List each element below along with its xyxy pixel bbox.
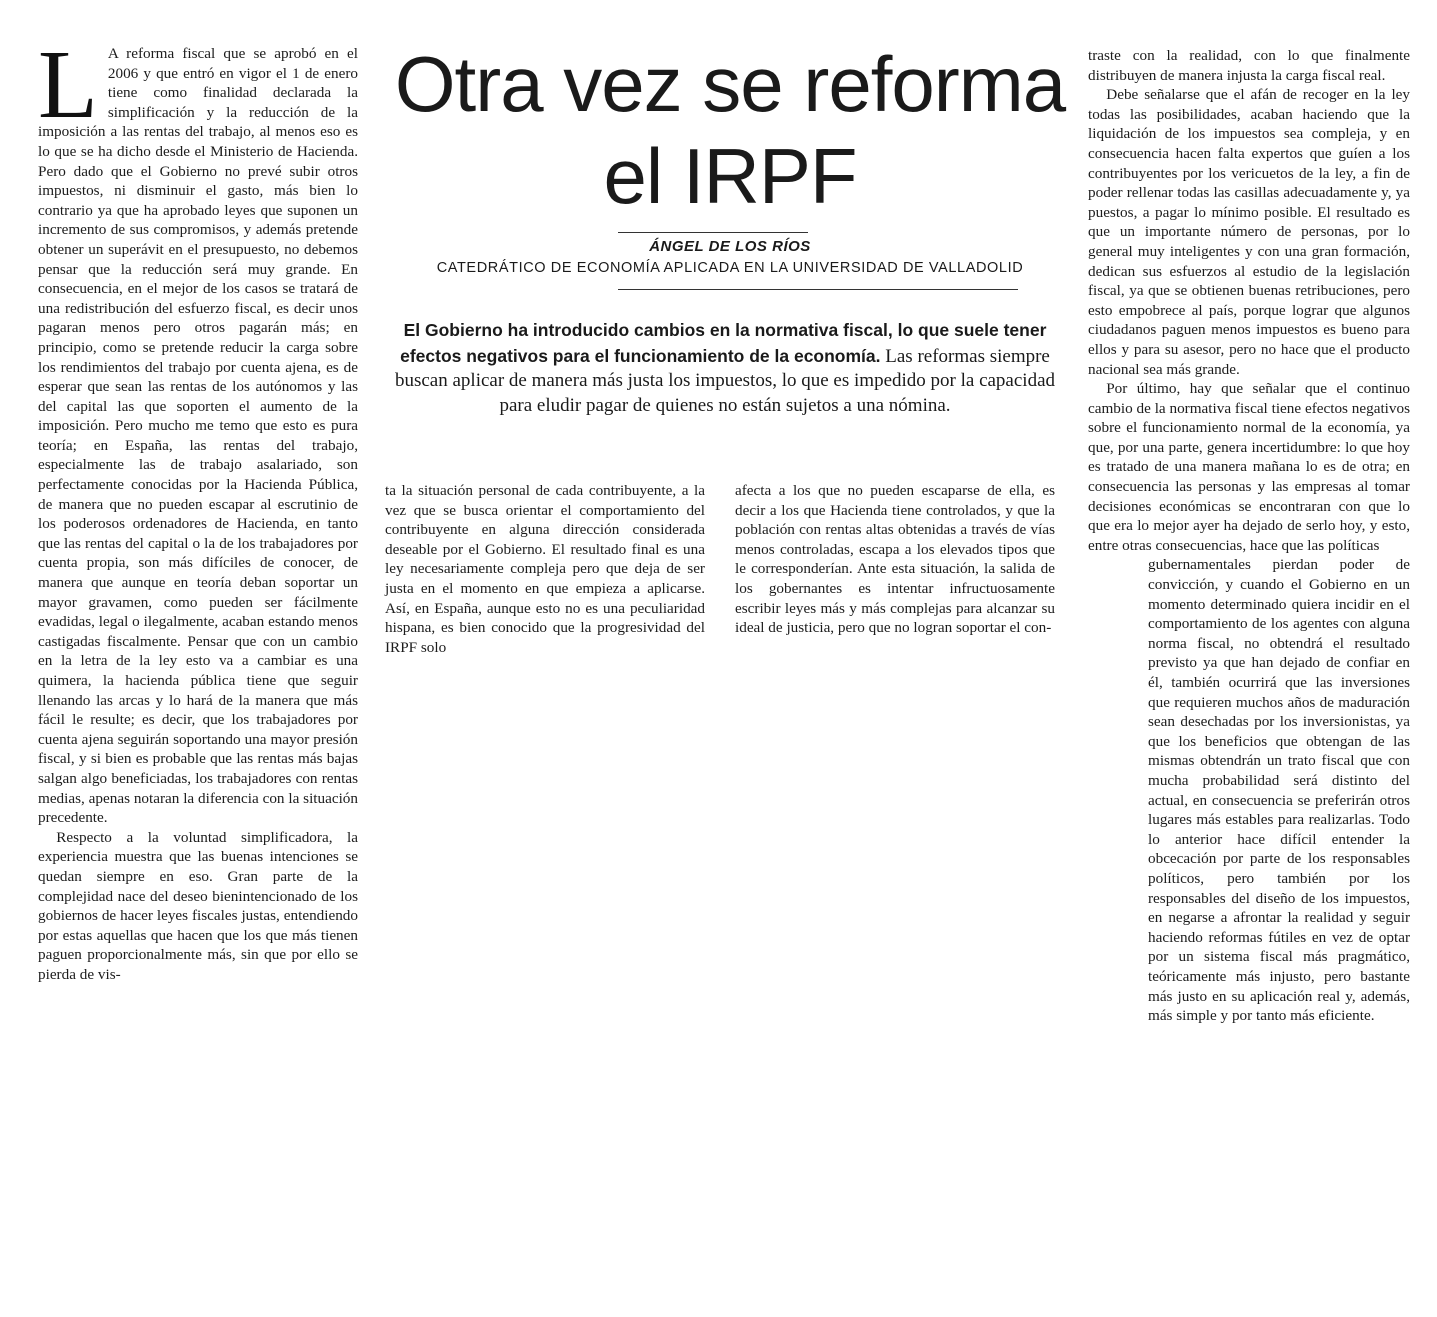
lead-regular-text: Las reformas siempre buscan aplicar de manera más justa los impuestos, lo que es impedido por la capacidad para eludir pagar de quienes no están sujetos a una nómina. [394, 345, 1056, 416]
article-column-3 [735, 481, 1055, 638]
lead-bold-text: El Gobierno ha introducido cambios en la normativa fiscal, lo que suele tener efectos negativos para el funcionamiento de la economía. [400, 320, 1047, 366]
author-affiliation: CATEDRÁTICO DE ECONOMÍA APLICADA EN LA UNIVERSIDAD DE VALLADOLID [436, 260, 1024, 276]
paragraph: gubernamentales pierdan poder de convicción, y cuando el Gobierno en un momento determinado quiera incidir en el comportamiento de los agentes con alguna norma fiscal, no obtendrá el resultado previsto ya que han dejado de confiar en él, también ocurrirá que las inversiones que requieren muchos años de maduración sean desechadas por los inversionistas, ya que los beneficios que obtengan de las mismas obtendrán un trato fiscal que con mucha probabilidad será distinto del actual, en consecuencia se preferirán otros lugares más estables para realizarlas. Todo lo anterior hace difícil entender la obcecación por parte de los responsables políticos, pero también por los responsables del diseño de los impuestos, en negarse a afrontar la realidad y seguir haciendo reformas fútiles en vez de optar por un sistema fiscal más pragmático, teóricamente más injusto, pero bastante más justo en su aplicación real y, además, más simple y por tanto más eficiente. [1148, 556, 1410, 1025]
byline-rule-top [618, 232, 808, 233]
paragraph-text: A reforma fiscal que se aprobó en el 2006 y que entró en vigor el 1 de enero tiene como finalidad declarada la simplificación y la reducción de la imposición a las rentas del trabajo, al menos eso es lo que se ha dicho desde el Ministerio de Hacienda. Pero dado que el Gobierno no prevé subir otros impuestos, ni disminuir el gasto, más bien lo contrario ya que ha aprobado leyes que suponen un incremento de sus compromisos, y además pretende obtener un superávit en el presupuesto, no debemos pensar que la reducción será muy grande. En consecuencia, en el mejor de los casos se tratará de una redistribución del esfuerzo fiscal, es decir unos pagaran menos pero otros pagarán más; en principio, como se pretende reducir la carga sobre los rendimientos del trabajo por cuenta ajena, es de esperar que sean las rentas de los autónomos y las del capital las que soporten el aumento de la imposición. Pero mucho me temo que esto es pura teoría; en España, las rentas del trabajo, especialmente las de trabajo asalariado, son perfectamente conocidas por la Hacienda Pública, de manera que no pueden escapar al escrutinio de los poderosos ordenadores de Hacienda, en tanto que las rentas del capital o la de los trabajadores por cuenta propia, son más difíciles de conocer, de manera que aunque en teoría deban soportar un mayor gravamen, como pueden ser fácilmente evadidas, legal o ilegalmente, acaban estando menos castigadas fiscalmente. Pensar que con un cambio en la letra de la ley esto va a cambiar es una quimera, la hacienda pública tiene que seguir llenando las arcas y lo hará de la manera que más fácil le resulte; es decir, que los trabajadores por cuenta ajena seguirán soportando una mayor presión fiscal, y si bien es probable que las rentas más bajas salgan algo beneficiadas, los trabajadores con rentas medias, apenas notaran la diferencia con la situación precedente. [38, 45, 358, 827]
article-column-1 [38, 31, 358, 985]
paragraph: traste con la realidad, con lo que finalmente distribuyen de manera injusta la carga fiscal real. [1088, 47, 1410, 84]
paragraph: Por último, hay que señalar que el continuo cambio de la normativa fiscal tiene efectos negativos sobre el funcionamiento normal de la economía, ya que, por una parte, genera incertidumbre: lo que hoy es tratado de una manera mañana lo es de otra; en consecuencia las personas y las empresas al tomar decisiones económicas se encontraran con que lo que era lo mejor ayer ha dejado de serlo hoy, y esto, entre otras consecuencias, hace que las políticas [1088, 380, 1410, 554]
article-column-2 [385, 481, 705, 657]
paragraph [38, 31, 358, 828]
paragraph: ta la situación personal de cada contribuyente, a la vez que se busca orientar el comportamiento del contribuyente en alguna dirección considerada deseable por el Gobierno. El resultado final es una ley necesariamente compleja pero que deja de ser justa en el momento en que empieza a aplicarse. Así, en España, aunque esto no es una peculiaridad hispana, es bien conocido que la progresividad del IRPF solo [385, 482, 705, 656]
paragraph: Debe señalarse que el afán de recoger en la ley todas las posibilidades, acaban haciendo que la liquidación de los impuestos sea compleja, y en consecuencia hacen falta expertos que guíen a los contribuyentes por los vericuetos de la ley, a fin de poder rellenar todas las casillas adecuadamente y, ya puestos, a pagar lo mínimo posible. El resultado es que un importante número de personas, por lo general muy inteligentes y con una gran formación, dedican sus esfuerzos al estudio de la legislación fiscal, ya que se obtienen buenas retribuciones, pero esto empobrece al país, porque lograr que algunos ciudadanos paguen menos impuestos es bueno para ellos y para su asesor, pero no hace que el producto nacional sea más grande. [1088, 86, 1410, 378]
paragraph: Respecto a la voluntad simplificadora, la experiencia muestra que las buenas intenciones se quedan siempre en eso. Gran parte de la complejidad nace del deseo bienintencionado de los gobiernos de hacer leyes fiscales justas, entendiendo por estas aquellas que hacen que los que más tienen paguen proporcionalmente más, sin que por ello se pierda de vis- [38, 828, 358, 983]
paragraph: afecta a los que no pueden escaparse de ella, es decir a los que Hacienda tiene controlados, y que la población con rentas altas obtenidas a través de vías menos controladas, escapa a los elevados tipos que le corresponderían. Ante esta situación, la salida de los gobernantes es intentar infructuosamente escribir leyes más y más complejas para alcanzar su ideal de justicia, pero que no logran soportar el con- [735, 482, 1055, 637]
byline-rule-bottom [618, 289, 1018, 290]
headline: Otra vez se reforma el IRPF [394, 40, 1066, 220]
lead-paragraph [380, 318, 1070, 418]
author-name: ÁNGEL DE LOS RÍOS [649, 238, 811, 255]
drop-cap: L [38, 31, 98, 139]
article-column-4 [1088, 46, 1410, 1026]
